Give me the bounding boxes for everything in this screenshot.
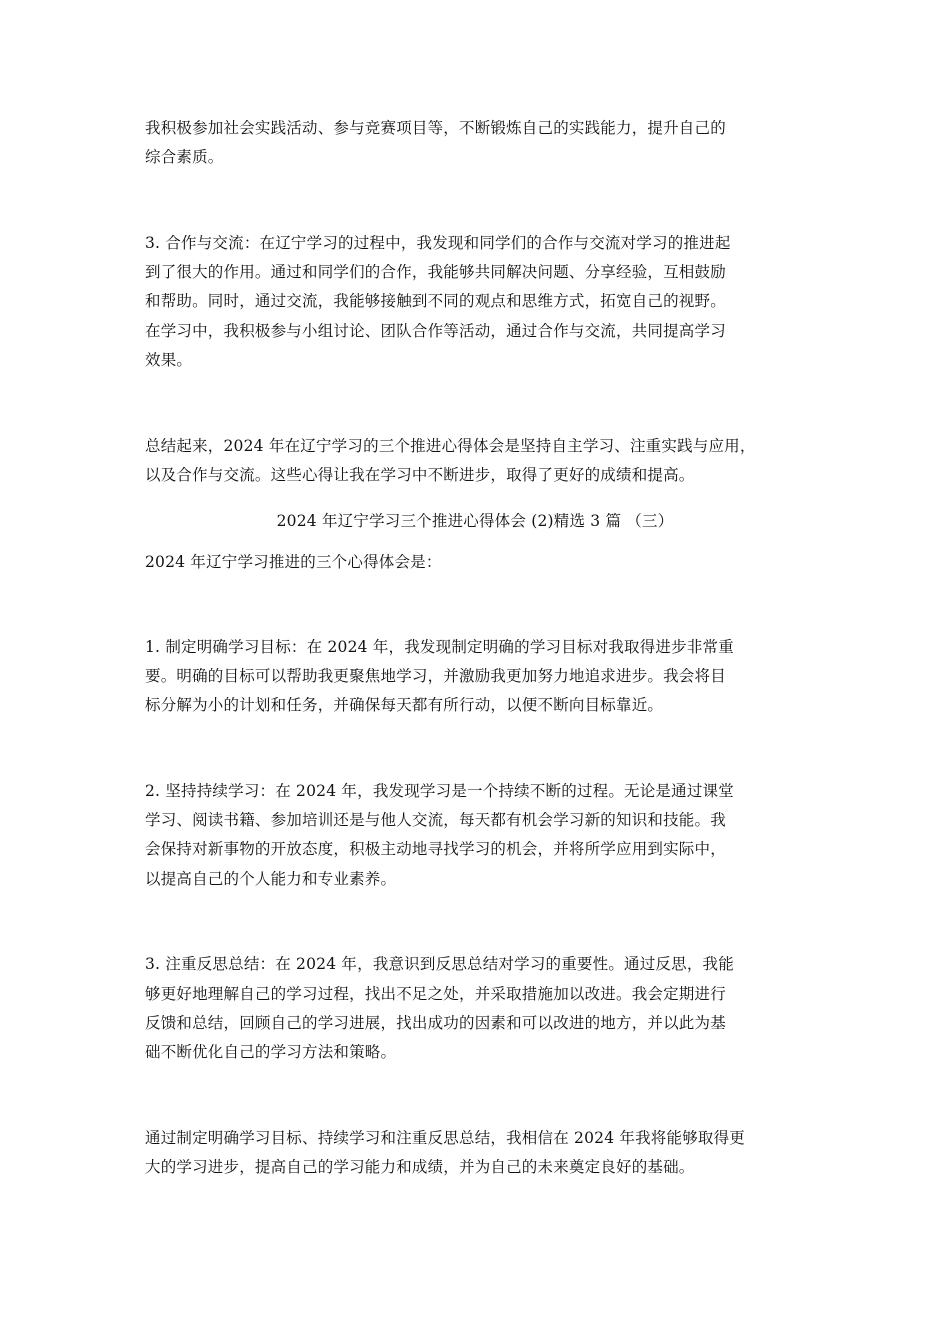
paragraph-line: 和帮助。同时，通过交流，我能够接触到不同的观点和思维方式，拓宽自己的视野。	[145, 292, 726, 310]
paragraph-line: 3. 合作与交流：在辽宁学习的过程中，我发现和同学们的合作与交流对学习的推进起	[145, 234, 731, 252]
paragraph-line: 标分解为小的计划和任务，并确保每天都有所行动，以便不断向目标靠近。	[145, 696, 664, 714]
paragraph-line: 够更好地理解自己的学习过程，找出不足之处，并采取措施加以改进。我会定期进行	[145, 985, 726, 1003]
paragraph-line: 学习、阅读书籍、参加培训还是与他人交流，每天都有机会学习新的知识和技能。我	[145, 811, 726, 829]
paragraph-line: 以提高自己的个人能力和专业素养。	[145, 870, 397, 888]
paragraph-line: 以及合作与交流。这些心得让我在学习中不断进步，取得了更好的成绩和提高。	[145, 466, 695, 484]
paragraph-line: 础不断优化自己的学习方法和策略。	[145, 1043, 397, 1061]
paragraph-line: 通过制定明确学习目标、持续学习和注重反思总结，我相信在 2024 年我将能够取得更	[145, 1129, 746, 1147]
paragraph-line: 我积极参加社会实践活动、参与竞赛项目等，不断锻炼自己的实践能力，提升自己的	[145, 119, 726, 137]
paragraph-line: 2024 年辽宁学习推进的三个心得体会是：	[145, 553, 442, 571]
paragraph-line: 效果。	[145, 351, 193, 369]
paragraph-line: 在学习中，我积极参与小组讨论、团队合作等活动，通过合作与交流，共同提高学习	[145, 322, 726, 340]
paragraph-line: 3. 注重反思总结：在 2024 年，我意识到反思总结对学习的重要性。通过反思，我能	[145, 955, 734, 973]
paragraph-line: 反馈和总结，回顾自己的学习进展，找出成功的因素和可以改进的地方，并以此为基	[145, 1014, 726, 1032]
paragraph-line: 总结起来，2024 年在辽宁学习的三个推进心得体会是坚持自主学习、注重实践与应用，	[145, 437, 756, 455]
paragraph-line: 要。明确的目标可以帮助我更聚焦地学习，并激励我更加努力地追求进步。我会将目	[145, 667, 726, 685]
paragraph-line: 会保持对新事物的开放态度，积极主动地寻找学习的机会，并将所学应用到实际中，	[145, 840, 726, 858]
paragraph-line: 2. 坚持持续学习：在 2024 年，我发现学习是一个持续不断的过程。无论是通过课堂	[145, 782, 734, 800]
paragraph-line: 到了很大的作用。通过和同学们的合作，我能够共同解决问题、分享经验，互相鼓励	[145, 263, 726, 281]
paragraph-line: 1. 制定明确学习目标：在 2024 年，我发现制定明确的学习目标对我取得进步非常重	[145, 638, 734, 656]
paragraph-line: 综合素质。	[145, 148, 224, 166]
section-heading: 2024 年辽宁学习三个推进心得体会 (2)精选 3 篇 （三）	[276, 512, 674, 530]
paragraph-line: 大的学习进步，提高自己的学习能力和成绩，并为自己的未来奠定良好的基础。	[145, 1158, 695, 1176]
